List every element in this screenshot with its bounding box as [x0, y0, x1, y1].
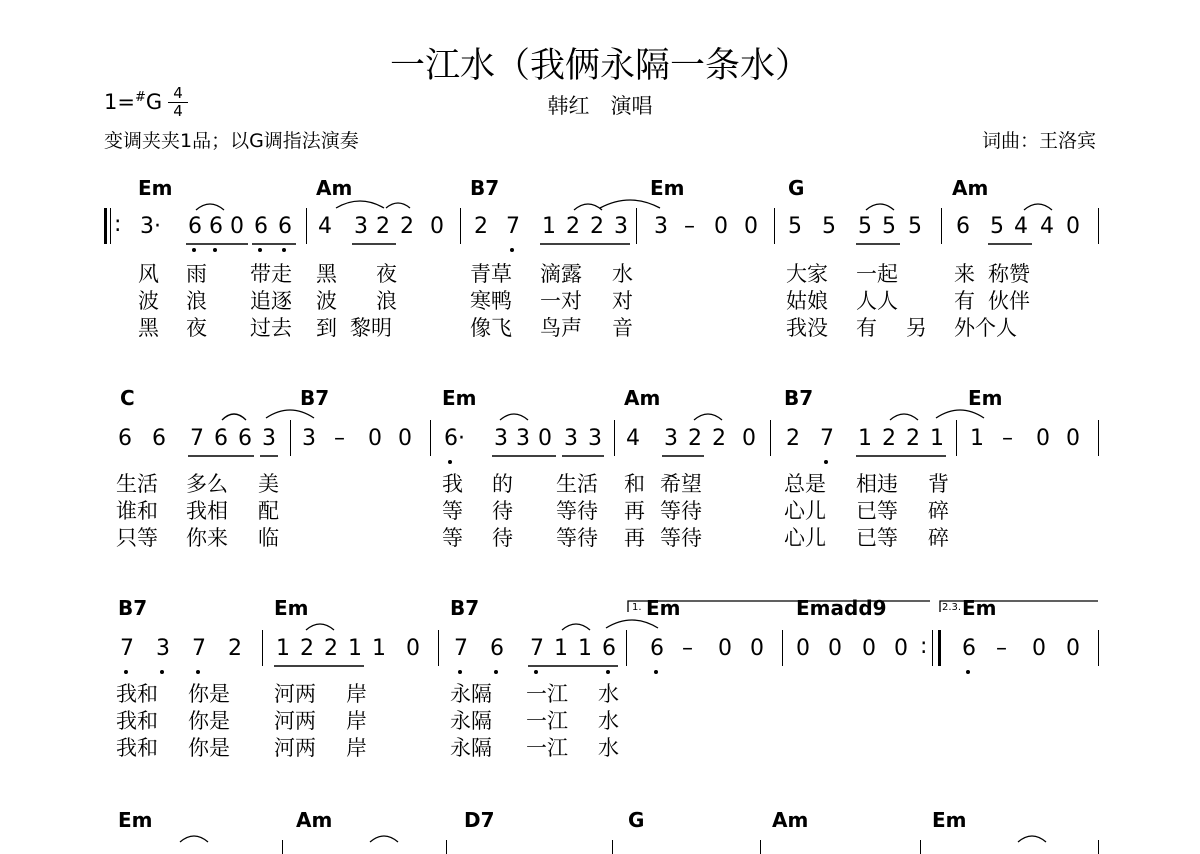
note: 6 — [152, 426, 166, 451]
lyric: 来 — [954, 262, 975, 286]
lyric: 过去 — [250, 316, 292, 340]
barline — [941, 208, 942, 244]
lyric: 永隔 — [450, 736, 492, 760]
lyric: 对 — [612, 289, 633, 313]
barline — [920, 840, 921, 854]
note: 0 — [744, 214, 758, 239]
note: 3 — [564, 426, 578, 451]
lyric: 我和 — [116, 682, 158, 706]
note: 7 — [530, 636, 544, 661]
repeat-end-barline — [932, 630, 933, 666]
lyric: 像飞 — [470, 316, 512, 340]
note: 7 — [820, 426, 834, 451]
note: 6 — [650, 636, 664, 661]
note: 2 — [566, 214, 580, 239]
note: 6 — [209, 214, 223, 239]
lyric: 永隔 — [450, 709, 492, 733]
lyric: 碎 — [928, 499, 949, 523]
lyric: 已等 — [856, 526, 898, 550]
lyric: 碎 — [928, 526, 949, 550]
barline — [760, 840, 761, 854]
volta-label: 1. — [632, 602, 642, 613]
barline — [782, 630, 783, 666]
lyric: 波 — [316, 289, 337, 313]
lyric: 夜 — [376, 262, 397, 286]
barline — [614, 420, 615, 456]
lyric: 你是 — [188, 682, 230, 706]
note: 6 — [238, 426, 252, 451]
lyric: 岸 — [346, 682, 367, 706]
note: 0 — [538, 426, 552, 451]
chord-label: G — [628, 808, 645, 832]
lyric: 外个人 — [954, 316, 1017, 340]
lyric: 你来 — [186, 526, 228, 550]
note: 3 — [664, 426, 678, 451]
lyric: 总是 — [784, 472, 826, 496]
lyric: 等待 — [660, 526, 702, 550]
note: 0 — [714, 214, 728, 239]
note: 5 — [990, 214, 1004, 239]
note: 7 — [120, 636, 134, 661]
note: 5 — [822, 214, 836, 239]
chord-label: B7 — [784, 386, 814, 410]
note: 1 — [578, 636, 592, 661]
note: 5 — [858, 214, 872, 239]
barline — [774, 208, 775, 244]
lyric: 水 — [598, 736, 619, 760]
note: 2 — [688, 426, 702, 451]
note: 2 — [400, 214, 414, 239]
note: 4 — [626, 426, 640, 451]
lyric: 再 — [624, 499, 645, 523]
lyric: 等待 — [660, 499, 702, 523]
chord-label: D7 — [464, 808, 495, 832]
note: 2 — [590, 214, 604, 239]
lyric: 生活 — [116, 472, 158, 496]
lyric: 和 — [624, 472, 645, 496]
barline — [1098, 630, 1099, 666]
chord-label: Em — [118, 808, 153, 832]
note: 2 — [324, 636, 338, 661]
barline — [306, 208, 307, 244]
note: 2 — [228, 636, 242, 661]
lyric: 待 — [492, 499, 513, 523]
note: 6 — [118, 426, 132, 451]
chord-label: B7 — [450, 596, 480, 620]
lyric: 待 — [492, 526, 513, 550]
lyric: 心儿 — [784, 499, 826, 523]
lyric: 等 — [442, 499, 463, 523]
note: 5 — [908, 214, 922, 239]
note: 2 — [300, 636, 314, 661]
note: 5 — [788, 214, 802, 239]
barline — [1098, 420, 1099, 456]
barline — [956, 420, 957, 456]
note: 2 — [712, 426, 726, 451]
lyric: 浪 — [186, 289, 207, 313]
note: 3 — [156, 636, 170, 661]
note: 3 — [654, 214, 668, 239]
note: 1 — [276, 636, 290, 661]
note: – — [682, 636, 693, 661]
note: 6 — [254, 214, 268, 239]
chord-label: Am — [296, 808, 333, 832]
lyric: 我和 — [116, 709, 158, 733]
note: 3 — [588, 426, 602, 451]
lyric: 配 — [258, 499, 279, 523]
lyric: 音 — [612, 316, 633, 340]
lyric: 等 — [442, 526, 463, 550]
singer-credit: 韩红 演唱 — [547, 94, 653, 118]
note: 6 — [188, 214, 202, 239]
lyric: 背 — [928, 472, 949, 496]
note: 7 — [190, 426, 204, 451]
lyric: 追逐 — [250, 289, 292, 313]
note: 0 — [1066, 214, 1080, 239]
lyric: 称赞 — [988, 262, 1030, 286]
barline — [1098, 208, 1099, 244]
barline — [430, 420, 431, 456]
lyric: 美 — [258, 472, 279, 496]
lyric: 波 — [138, 289, 159, 313]
note: 0 — [796, 636, 810, 661]
lyric: 河两 — [274, 709, 316, 733]
note: 4 — [1014, 214, 1028, 239]
note: 6 — [214, 426, 228, 451]
note: 3 — [302, 426, 316, 451]
note: 1 — [348, 636, 362, 661]
note: 1 — [542, 214, 556, 239]
lyric: 一江 — [526, 682, 568, 706]
note: 1 — [372, 636, 386, 661]
lyric: 一起 — [856, 262, 898, 286]
note: 5 — [882, 214, 896, 239]
note: 4 — [318, 214, 332, 239]
repeat-dots: : — [114, 212, 122, 237]
lyric: 我没 — [786, 316, 828, 340]
lyric: 青草 — [470, 262, 512, 286]
lyric: 黑 — [138, 316, 159, 340]
note: 1 — [970, 426, 984, 451]
lyric: 寒鸭 — [470, 289, 512, 313]
note: – — [684, 214, 695, 239]
note: 0 — [750, 636, 764, 661]
note: 3 — [516, 426, 530, 451]
lyric: 等待 — [556, 499, 598, 523]
note: 3 — [262, 426, 276, 451]
note: 7 — [454, 636, 468, 661]
chord-label: Em — [650, 176, 685, 200]
lyric: 临 — [258, 526, 279, 550]
note: 0 — [1066, 636, 1080, 661]
barline — [770, 420, 771, 456]
barline — [460, 208, 461, 244]
note: 0 — [1032, 636, 1046, 661]
lyric: 伙伴 — [988, 289, 1030, 313]
note: 0 — [230, 214, 244, 239]
lyric: 水 — [598, 709, 619, 733]
note: – — [334, 426, 345, 451]
barline — [626, 630, 627, 666]
note: 0 — [398, 426, 412, 451]
chord-label: Em — [932, 808, 967, 832]
lyric: 我相 — [186, 499, 228, 523]
volta-label: 2.3. — [942, 602, 962, 613]
note: 0 — [406, 636, 420, 661]
lyric: 心儿 — [784, 526, 826, 550]
chord-label: B7 — [470, 176, 500, 200]
chord-label: C — [120, 386, 135, 410]
lyric: 我和 — [116, 736, 158, 760]
lyric: 黎明 — [350, 316, 392, 340]
lyric: 有 — [954, 289, 975, 313]
lyric: 多么 — [186, 472, 228, 496]
lyric: 夜 — [186, 316, 207, 340]
lyric: 带走 — [250, 262, 292, 286]
note: 3 — [494, 426, 508, 451]
chord-label: Em — [962, 596, 997, 620]
capo-note: 变调夹夹1品；以G调指法演奏 — [104, 130, 359, 152]
chord-label: B7 — [300, 386, 330, 410]
lyric: 黑 — [316, 262, 337, 286]
note: 4 — [1040, 214, 1054, 239]
note: 7 — [192, 636, 206, 661]
lyric: 谁和 — [116, 499, 158, 523]
note: 6 — [278, 214, 292, 239]
note: 0 — [742, 426, 756, 451]
chord-label: Em — [138, 176, 173, 200]
note: – — [996, 636, 1007, 661]
lyric: 人人 — [856, 289, 898, 313]
barline — [290, 420, 291, 456]
note: 2 — [786, 426, 800, 451]
note: 0 — [430, 214, 444, 239]
note: 2 — [474, 214, 488, 239]
chord-label: Em — [646, 596, 681, 620]
lyric: 一对 — [540, 289, 582, 313]
note: 6 — [962, 636, 976, 661]
time-signature: 4 4 — [168, 86, 188, 119]
lyric: 鸟声 — [540, 316, 582, 340]
note: 0 — [1066, 426, 1080, 451]
note: 0 — [862, 636, 876, 661]
lyric: 我 — [442, 472, 463, 496]
lyric: 姑娘 — [786, 289, 828, 313]
note: 0 — [368, 426, 382, 451]
barline — [262, 630, 263, 666]
lyric: 大家 — [786, 262, 828, 286]
lyric: 的 — [492, 472, 513, 496]
lyric: 水 — [612, 262, 633, 286]
lyric: 已等 — [856, 499, 898, 523]
lyric: 水 — [598, 682, 619, 706]
chord-label: B7 — [118, 596, 148, 620]
repeat-dots: : — [920, 634, 928, 659]
lyric: 生活 — [556, 472, 598, 496]
lyric: 一江 — [526, 736, 568, 760]
composer-credit: 词曲：王洛宾 — [981, 130, 1096, 152]
note: 7 — [506, 214, 520, 239]
key-signature: 1=#G — [104, 90, 163, 114]
note: 1 — [858, 426, 872, 451]
note: 2 — [376, 214, 390, 239]
chord-label: Emadd9 — [796, 596, 887, 620]
chord-label: G — [788, 176, 805, 200]
note: 1 — [554, 636, 568, 661]
lyric: 雨 — [186, 262, 207, 286]
barline — [438, 630, 439, 666]
note: 0 — [718, 636, 732, 661]
repeat-start-barline — [104, 208, 107, 244]
note: – — [1002, 426, 1013, 451]
lyric: 岸 — [346, 709, 367, 733]
lyric: 到 — [316, 316, 337, 340]
lyric: 一江 — [526, 709, 568, 733]
note: 0 — [894, 636, 908, 661]
lyric: 风 — [138, 262, 159, 286]
lyric: 只等 — [116, 526, 158, 550]
chord-label: Em — [442, 386, 477, 410]
lyric: 永隔 — [450, 682, 492, 706]
chord-label: Em — [274, 596, 309, 620]
note: 6 — [490, 636, 504, 661]
barline — [446, 840, 447, 854]
lyric: 相违 — [856, 472, 898, 496]
note: 2 — [882, 426, 896, 451]
note: 2 — [906, 426, 920, 451]
lyric: 你是 — [188, 736, 230, 760]
note: 1 — [930, 426, 944, 451]
note: 6 — [602, 636, 616, 661]
repeat-start-barline — [110, 208, 111, 244]
chord-label: Am — [624, 386, 661, 410]
chord-label: Am — [952, 176, 989, 200]
note: 6 — [956, 214, 970, 239]
lyric: 河两 — [274, 682, 316, 706]
note: 0 — [828, 636, 842, 661]
chord-label: Am — [316, 176, 353, 200]
repeat-end-barline — [938, 630, 941, 666]
note: 3· — [140, 214, 161, 239]
barline — [282, 840, 283, 854]
chord-label: Am — [772, 808, 809, 832]
lyric: 浪 — [376, 289, 397, 313]
lyric: 希望 — [660, 472, 702, 496]
barline — [636, 208, 637, 244]
barline — [1098, 840, 1099, 854]
lyric: 你是 — [188, 709, 230, 733]
note: 3 — [354, 214, 368, 239]
lyric: 另 — [906, 316, 927, 340]
song-title: 一江水（我俩永隔一条水） — [389, 46, 810, 86]
note: 0 — [1036, 426, 1050, 451]
note: 6· — [444, 426, 465, 451]
lyric: 再 — [624, 526, 645, 550]
lyric: 等待 — [556, 526, 598, 550]
note: 3 — [614, 214, 628, 239]
lyric: 河两 — [274, 736, 316, 760]
lyric: 滴露 — [540, 262, 582, 286]
lyric: 有 — [856, 316, 877, 340]
barline — [612, 840, 613, 854]
lyric: 岸 — [346, 736, 367, 760]
chord-label: Em — [968, 386, 1003, 410]
